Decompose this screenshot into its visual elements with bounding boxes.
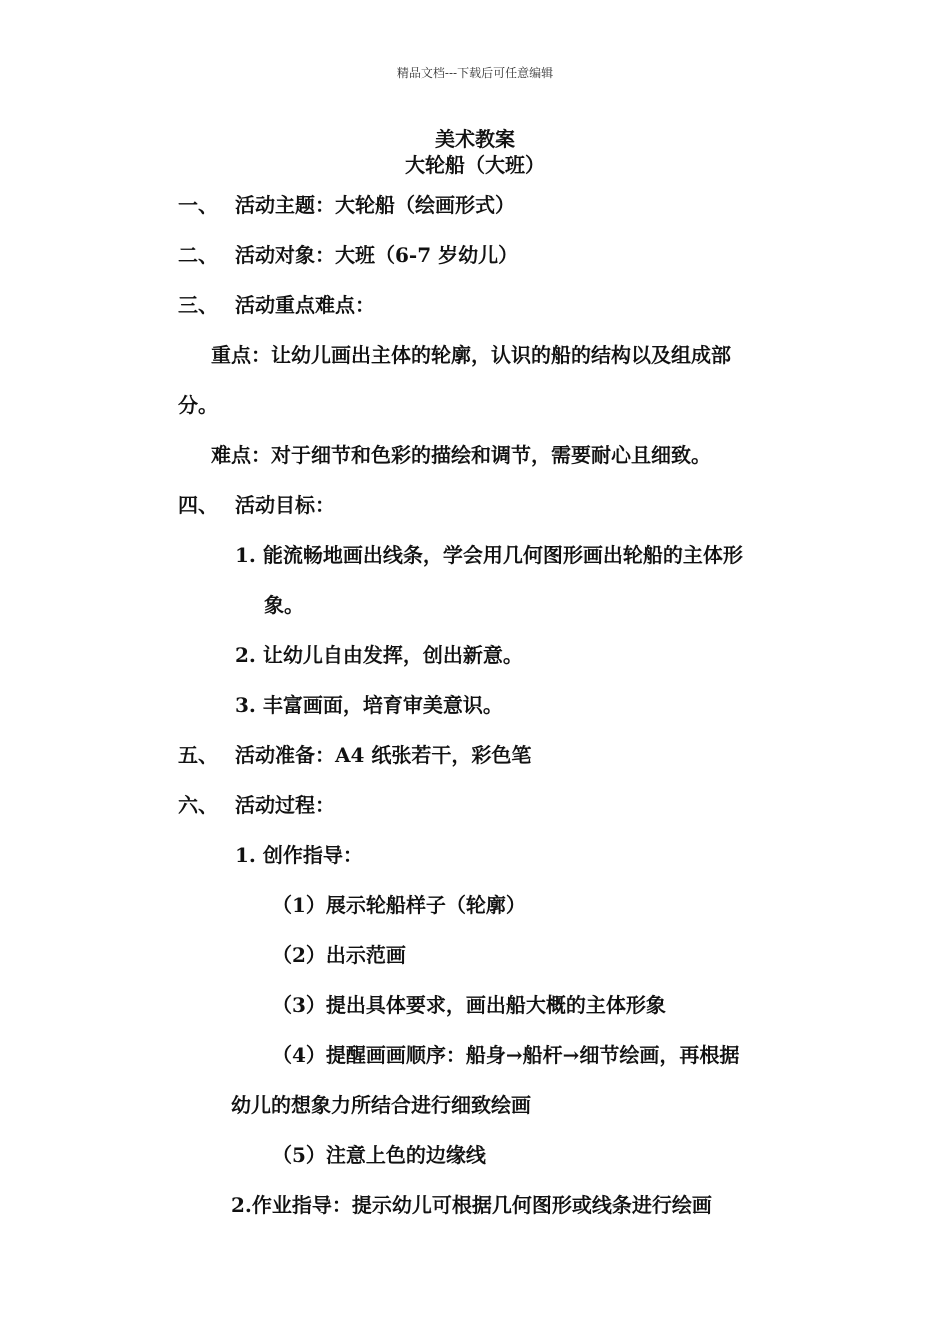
key-point-line-2: 分。 xyxy=(178,393,218,417)
process-1-step-4-line-2: 幼儿的想象力所结合进行细致绘画 xyxy=(231,1093,531,1117)
section-text: 活动对象：大班（6-7 岁幼儿） xyxy=(235,243,519,267)
document-title: 美术教案 xyxy=(435,127,515,151)
goal-1-line-1: 1. 能流畅地画出线条，学会用几何图形画出轮船的主体形 xyxy=(235,543,743,567)
process-1: 1. 创作指导： xyxy=(235,843,363,867)
goal-1-line-2: 象。 xyxy=(264,593,304,617)
section-text: 活动目标： xyxy=(235,493,335,517)
process-1-step-4-line-1: （4）提醒画画顺序：船身→船杆→细节绘画，再根据 xyxy=(272,1043,740,1067)
section-2 xyxy=(178,239,518,268)
section-6 xyxy=(178,789,335,818)
process-1-step-3: （3）提出具体要求，画出船大概的主体形象 xyxy=(272,993,666,1017)
section-3 xyxy=(178,289,375,318)
section-number: 四、 xyxy=(178,493,218,517)
process-1-step-1: （1）展示轮船样子（轮廓） xyxy=(272,893,526,917)
section-number: 五、 xyxy=(178,743,218,767)
section-text: 活动重点难点： xyxy=(235,293,375,317)
difficulty-line: 难点：对于细节和色彩的描绘和调节，需要耐心且细致。 xyxy=(211,443,711,467)
section-number: 一、 xyxy=(178,193,218,217)
process-1-step-2: （2）出示范画 xyxy=(272,943,406,967)
section-number: 六、 xyxy=(178,793,218,817)
section-4 xyxy=(178,489,335,518)
key-point-line-1: 重点：让幼儿画出主体的轮廓，认识的船的结构以及组成部 xyxy=(211,343,731,367)
section-1 xyxy=(178,189,515,218)
goal-3: 3. 丰富画面，培育审美意识。 xyxy=(235,693,503,717)
section-text: 活动主题：大轮船（绘画形式） xyxy=(235,193,515,217)
process-2: 2.作业指导：提示幼儿可根据几何图形或线条进行绘画 xyxy=(231,1193,712,1217)
section-5 xyxy=(178,739,531,768)
section-number: 三、 xyxy=(178,293,218,317)
section-number: 二、 xyxy=(178,243,218,267)
section-text: 活动准备：A4 纸张若干，彩色笔 xyxy=(235,743,532,767)
process-1-step-5: （5）注意上色的边缘线 xyxy=(272,1143,486,1167)
document-subtitle: 大轮船（大班） xyxy=(405,153,545,177)
page-header: 精品文档---下载后可任意编辑 xyxy=(396,66,554,80)
section-text: 活动过程： xyxy=(235,793,335,817)
goal-2: 2. 让幼儿自由发挥，创出新意。 xyxy=(235,643,523,667)
